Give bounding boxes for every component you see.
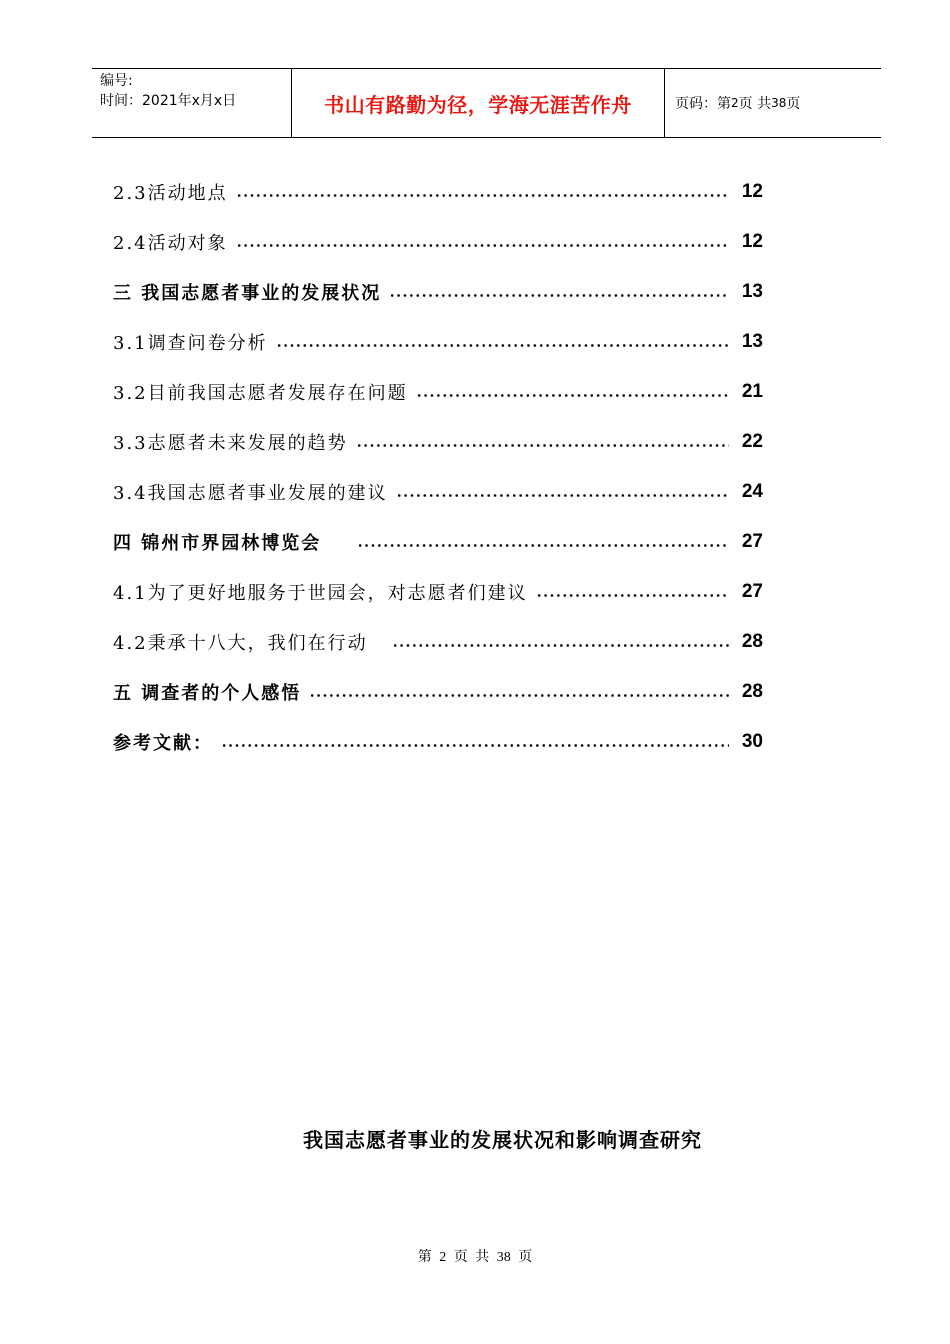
toc-entry[interactable] [113, 176, 763, 208]
toc-leader-dots [396, 494, 729, 497]
toc-entry-text: 四 锦州市界园林博览会 [113, 533, 322, 554]
toc-entry-page: 21 [741, 381, 763, 402]
toc-entry[interactable] [113, 626, 763, 658]
toc-entry[interactable] [113, 226, 763, 258]
page-footer: 第 2 页 共 38 页 [417, 1250, 533, 1265]
toc-entry-text: 2.4活动对象 [113, 233, 228, 254]
header-right-cell [665, 69, 881, 137]
toc-entry[interactable] [113, 476, 763, 508]
toc-entry-page: 22 [741, 431, 763, 452]
toc-leader-dots [357, 544, 729, 547]
toc-entry-page: 13 [741, 281, 763, 302]
code-label: 编号: [100, 73, 133, 89]
toc-leader-dots [392, 644, 729, 647]
page-label: 页码：第 [675, 96, 731, 112]
toc-entry-text: 3.2目前我国志愿者发展存在问题 [113, 383, 408, 404]
toc-entry-page: 27 [741, 531, 763, 552]
toc-entry[interactable] [113, 526, 763, 558]
toc-entry-page: 27 [741, 581, 763, 602]
toc-entry[interactable] [113, 426, 763, 458]
page-total: 38 [771, 96, 787, 110]
toc-entry[interactable] [113, 576, 763, 608]
toc-entry-text: 3.1调查问卷分析 [113, 333, 268, 354]
toc-leader-dots [236, 244, 729, 247]
toc-entry-text: 参考文献： [113, 733, 213, 754]
toc-entry-page: 28 [741, 631, 763, 652]
toc-entry-text: 3.3志愿者未来发展的趋势 [113, 433, 348, 454]
toc-entry-text: 4.2秉承十八大，我们在行动 [113, 633, 368, 654]
page-header [92, 68, 881, 138]
time-label: 时间： [100, 93, 142, 109]
page-suffix: 页 [786, 96, 801, 112]
toc-entry-text: 3.4我国志愿者事业发展的建议 [113, 483, 388, 504]
toc-entry-page: 28 [741, 681, 763, 702]
toc-entry[interactable] [113, 376, 763, 408]
toc-entry-text: 4.1为了更好地服务于世园会，对志愿者们建议 [113, 583, 528, 604]
toc-entry-text: 三 我国志愿者事业的发展状况 [113, 283, 382, 304]
toc-entry-text: 2.3活动地点 [113, 183, 228, 204]
toc-leader-dots [416, 394, 729, 397]
time-value: 2021年x月x日 [142, 93, 237, 109]
toc-entry-page: 30 [741, 731, 763, 752]
page-mid: 页 共 [738, 96, 772, 112]
toc-leader-dots [536, 594, 729, 597]
toc-entry[interactable] [113, 676, 763, 708]
toc-leader-dots [236, 194, 729, 197]
toc-entry[interactable] [113, 326, 763, 358]
header-motto: 书山有路勤为径，学海无涯苦作舟 [324, 92, 632, 117]
toc-entry-text: 五 调查者的个人感悟 [113, 683, 302, 704]
toc-entry-page: 13 [741, 331, 763, 352]
toc-entry[interactable] [113, 276, 763, 308]
toc-leader-dots [221, 744, 729, 747]
toc-leader-dots [356, 444, 729, 447]
toc-leader-dots [276, 344, 729, 347]
header-left-cell [92, 69, 292, 137]
time-line [100, 91, 291, 111]
document-title: 我国志愿者事业的发展状况和影响调查研究 [303, 1128, 702, 1152]
toc-leader-dots [309, 694, 729, 697]
toc-entry-page: 12 [741, 231, 763, 252]
page-number: 2 [731, 96, 739, 110]
toc-leader-dots [389, 294, 729, 297]
header-middle-cell [292, 69, 665, 137]
toc-entry[interactable] [113, 726, 763, 758]
toc-entry-page: 24 [741, 481, 763, 502]
toc-entry-page: 12 [741, 181, 763, 202]
